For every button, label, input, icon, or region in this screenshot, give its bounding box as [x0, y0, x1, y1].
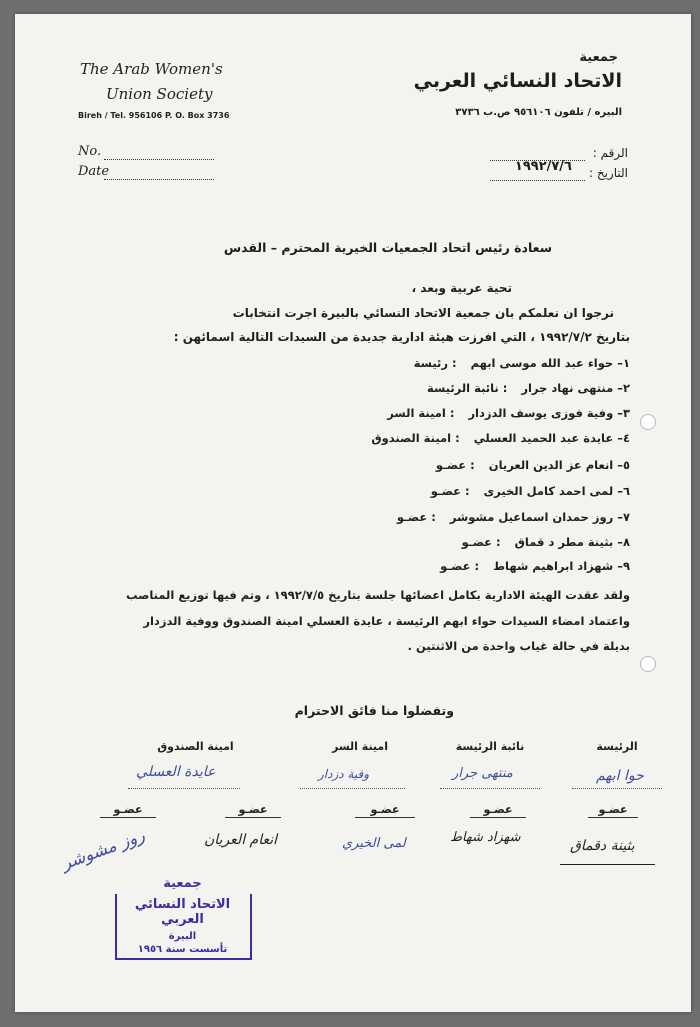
member-name: ٣– وفية فوزى يوسف الدزدار — [468, 406, 630, 420]
member-role: : امينة الصندوق — [371, 431, 460, 445]
member-6 — [431, 484, 630, 498]
member-1 — [414, 356, 630, 370]
ar-date-field-line — [490, 180, 585, 181]
signature-line-president — [572, 788, 662, 789]
sig-title-president: الرئيسة — [596, 740, 638, 753]
member-2 — [427, 381, 630, 395]
member-role: : رئيسة — [413, 356, 457, 370]
date-label: Date — [78, 164, 110, 179]
member-role: : عضـو — [430, 484, 470, 498]
member-name: ٢– منتهى نهاد جرار — [521, 381, 630, 395]
member-name: ٦– لمى احمد كامل الخيرى — [483, 484, 630, 498]
addressee: سعادة رئيس اتحاد الجمعيات الخيرية المحترم – القدس — [223, 240, 552, 255]
signature-member-1: بثينة دقماق — [570, 838, 635, 854]
association-stamp — [115, 872, 250, 964]
greeting: تحية عربية وبعد ، — [411, 281, 512, 295]
signature-member-2: شهزاد شهاط — [450, 830, 521, 845]
member-name: ٩– شهزاد ابراهيم شهاط — [493, 559, 630, 573]
org-name-ar-line2: الاتحاد النسائي العربي — [413, 70, 622, 92]
org-name-en-line2: Union Society — [106, 85, 213, 103]
number-label: No. — [78, 144, 102, 159]
signature-line-member-1 — [560, 864, 655, 865]
body-line-1: نرجوا ان نعلمكم بان جمعية الاتحاد النسائي بالبيرة اجرت انتخابات — [232, 306, 614, 320]
sig-title-member-2: عضـو — [470, 803, 526, 818]
stamp-line-3: البيرة — [168, 931, 197, 942]
closing-line-2: واعتماد امضاء السيدات حواء ابهم الرئيسة ، عايدة العسلي امينة الصندوق ووفية الدزدار — [143, 614, 630, 628]
member-role: : عضـو — [396, 510, 436, 524]
member-role: : عضـو — [461, 535, 501, 549]
member-name: ٥– انعام عز الدين العريان — [488, 458, 630, 472]
org-name-en-line1: The Arab Women's — [80, 60, 223, 78]
salutation: وتفضلوا منا فائق الاحترام — [294, 703, 454, 718]
signature-secretary: وفية دزدار — [318, 767, 370, 781]
member-name: ٧– روز حمدان اسماعيل مشوشر — [449, 510, 630, 524]
ar-date-label: التاريخ : — [588, 166, 628, 180]
signature-member-3: لمى الخيري — [342, 836, 406, 851]
body-line-2: بتاريخ ١٩٩٢/٧/٢ ، التي افرزت هيئة ادارية جديدة من السيدات التالية اسمائهن : — [173, 330, 630, 344]
number-field-line — [104, 159, 214, 160]
signature-member-5: روز مشوشر — [59, 825, 148, 875]
sig-title-member-5: عضـو — [100, 803, 156, 818]
signature-member-4: انعام العريان — [204, 832, 278, 848]
member-role: : عضـو — [435, 458, 475, 472]
member-role: : عضـو — [440, 559, 480, 573]
member-name: ١– حواء عبد الله موسى ابهم — [470, 356, 630, 370]
sig-title-member-4: عضـو — [225, 803, 281, 818]
punch-hole-top — [640, 414, 656, 430]
closing-line-3: بديلة في حالة غياب واحدة من الاثنتين . — [407, 639, 630, 653]
sig-title-member-3: عضـو — [355, 803, 415, 818]
signature-line-secretary — [300, 788, 405, 789]
member-4 — [371, 431, 630, 445]
member-3 — [387, 406, 630, 420]
member-role: : امينة السر — [387, 406, 455, 420]
sig-title-treasurer: امينة الصندوق — [157, 740, 234, 753]
stamp-line-4: تأسست سنة ١٩٥٦ — [137, 944, 228, 955]
signature-vice-president: منتهى جرار — [452, 766, 513, 781]
member-name: ٤– عايدة عبد الحميد العسلي — [473, 431, 630, 445]
member-5 — [436, 458, 630, 472]
signature-line-treasurer — [128, 788, 240, 789]
sig-title-vice-president: نائبة الرئيسة — [455, 740, 525, 753]
member-8 — [462, 535, 630, 549]
punch-hole-bottom — [640, 656, 656, 672]
member-name: ٨– بثينة مطر د قماق — [514, 535, 630, 549]
closing-line-1: ولقد عقدت الهيئة الادارية بكامل اعضائها جلسة بتاريخ ١٩٩٢/٧/٥ ، وتم فيها توزيع المناصب — [126, 588, 630, 602]
date-field-line — [104, 179, 214, 180]
ar-date-value: ١٩٩٢/٧/٦ — [514, 159, 572, 174]
org-contact-ar: البيره / تلفون ٩٥٦١٠٦ ص.ب ٣٧٣٦ — [455, 107, 622, 118]
ar-number-label: الرقم : — [592, 146, 628, 160]
stamp-line-1: جمعية — [163, 876, 202, 891]
stamp-line-2: الاتحاد النسائي العربي — [134, 897, 231, 927]
sig-title-secretary: امينة السر — [332, 740, 388, 753]
signature-line-vice-president — [440, 788, 540, 789]
member-7 — [397, 510, 630, 524]
member-9 — [440, 559, 630, 573]
member-role: : نائبة الرئيسة — [426, 381, 508, 395]
signature-president: حوا ابهم — [596, 768, 644, 784]
org-contact-en: Bireh / Tel. 956106 P. O. Box 3736 — [78, 111, 230, 120]
sig-title-member-1: عضـو — [588, 803, 638, 818]
org-name-ar-line1: جمعية — [579, 50, 618, 65]
signature-treasurer: عايدة العسلي — [136, 764, 216, 780]
